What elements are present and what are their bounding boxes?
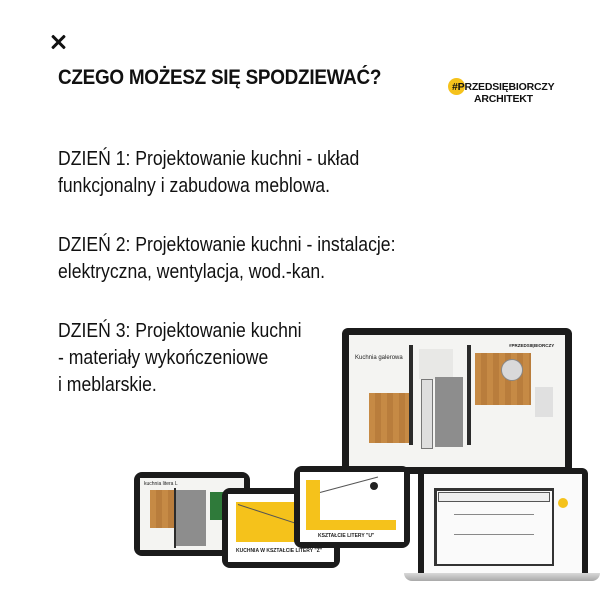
plan-dim (454, 514, 534, 515)
tablet-2-caption: KUCHNIA W KSZTAŁCIE LITERY "Z" (236, 548, 323, 554)
laptop-mockup (418, 468, 588, 576)
plan-table (501, 359, 523, 381)
monitor-mockup (342, 328, 572, 474)
brand-line-2: ARCHITEKT (474, 93, 533, 105)
tablet-1-caption: kuchnia litera L (144, 481, 178, 487)
plan-room (419, 349, 453, 379)
t3-sun-icon (370, 482, 378, 490)
page-title: CZEGO MOŻESZ SIĘ SPODZIEWAĆ? (58, 66, 382, 89)
plan-wall-2 (467, 345, 471, 445)
monitor-screen (349, 335, 565, 467)
tablet-3-mockup (294, 466, 410, 548)
day-3-line-1: DZIEŃ 3: Projektowanie kuchni (58, 320, 302, 342)
day-1-line-2: funkcjonalny i zabudowa meblowa. (58, 175, 330, 197)
day-2-line-1: DZIEŃ 2: Projektowanie kuchni - instalacje: (58, 234, 396, 256)
tablet-3-caption: KSZTAŁCIE LITERY "U" (318, 533, 375, 539)
plan-marker (558, 498, 568, 508)
plan-dim-2 (454, 534, 534, 535)
floor-gray (435, 377, 463, 447)
day-3-text (58, 318, 302, 399)
day-3-line-2: - materiały wykończeniowe (58, 347, 269, 369)
close-icon[interactable] (50, 34, 66, 50)
t1-floor (150, 490, 174, 528)
monitor-title: Kuchnia galerowa (355, 355, 403, 361)
brand-logo (452, 81, 554, 105)
floor-wood-left (369, 393, 409, 443)
day-3-line-3: i meblarskie. (58, 374, 157, 396)
plan-cabinets (421, 379, 433, 449)
tablet-3-screen (300, 472, 404, 542)
monitor-brand: #PRZEDSIĘBIORCZY (509, 343, 555, 348)
t3-yellow-bottom (306, 520, 396, 530)
plan-wall (409, 345, 413, 445)
t1-wall (174, 488, 176, 548)
plan-counter (438, 492, 550, 502)
day-1-text (58, 146, 359, 200)
floor-wood-right (475, 353, 531, 405)
plan-sofa (535, 387, 553, 417)
t1-floor-gray (176, 490, 206, 546)
day-2-text (58, 232, 395, 286)
day-2-line-2: elektryczna, wentylacja, wod.-kan. (58, 261, 326, 283)
laptop-base (404, 573, 600, 581)
laptop-screen (424, 474, 582, 574)
day-1-line-1: DZIEŃ 1: Projektowanie kuchni - układ (58, 148, 360, 170)
brand-line-1: #PRZEDSIĘBIORCZY (452, 81, 555, 93)
